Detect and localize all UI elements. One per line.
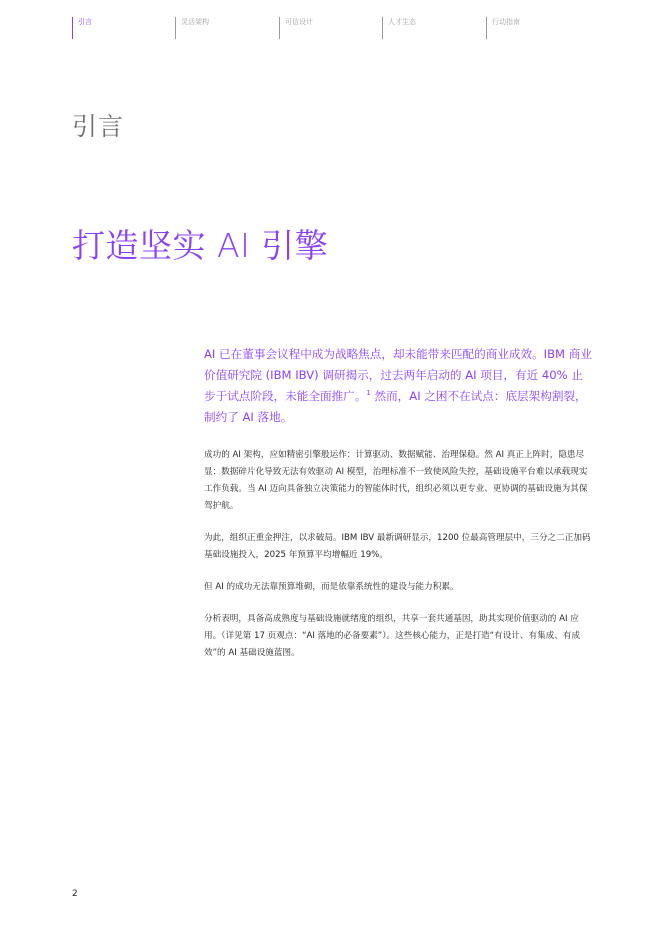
nav-tab-introduction[interactable]: 引言 (72, 17, 92, 39)
body-paragraph: 分析表明，具备高成熟度与基础设施就绪度的组织，共享一套共通基因，助其实现价值驱动的 AI 应用。（详见第 17 页观点：“AI 落地的必备要素”）。这些核心能力，正是打造“有设计、有集成、有成效”的 AI 基础设施蓝图。 (204, 614, 581, 658)
body-paragraph: 成功的 AI 架构，应如精密引擎般运作：计算驱动、数据赋能、治理保稳。然 AI 真正上阵时，隐患尽显：数据碎片化导致无法有效驱动 AI 模型，治理标准不一致使风险失控，基础设施平台难以承载现实工作负载。当 AI 迈向具备独立决策能力的智能体时代，组织必须以更专业、更协调的基础设施为其保驾护航。 (204, 450, 588, 511)
lead-text-before: AI 已在董事会议程中成为战略焦点，却未能带来匹配的商业成效。IBM 商业价值研究院 (IBM IBV) 调研揭示，过去两年启动的 AI 项目，有近 40% 止步于试点阶段，未能全面推广。 (204, 347, 592, 403)
footnote-marker[interactable]: 1 (366, 389, 371, 397)
body-column (204, 344, 592, 677)
body-paragraph: 但 AI 的成功无法靠预算堆砌，而是依靠系统性的建设与能力积累。 (204, 582, 459, 592)
body-paragraph: 为此，组织正重金押注，以求破局。IBM IBV 最新调研显示，1200 位最高管理层中，三分之二正加码基础设施投入，2025 年预算平均增幅近 19%。 (204, 533, 591, 560)
nav-tab-trusted-design[interactable]: 可信设计 (279, 17, 313, 39)
nav-tab-flexible-architecture[interactable]: 灵活架构 (175, 17, 209, 39)
page-headline: 打造坚实 AI 引擎 (72, 226, 329, 265)
section-nav (72, 17, 592, 39)
lead-text-after: 然而，AI 之困不在试点：底层架构割裂，制约了 AI 落地。 (204, 389, 587, 424)
section-title: 引言 (72, 112, 125, 141)
lead-paragraph (204, 344, 592, 428)
page-number: 2 (72, 889, 78, 899)
nav-tab-talent-ecosystem[interactable]: 人才生态 (382, 17, 416, 39)
nav-tab-action-guide[interactable]: 行动指南 (486, 17, 520, 39)
